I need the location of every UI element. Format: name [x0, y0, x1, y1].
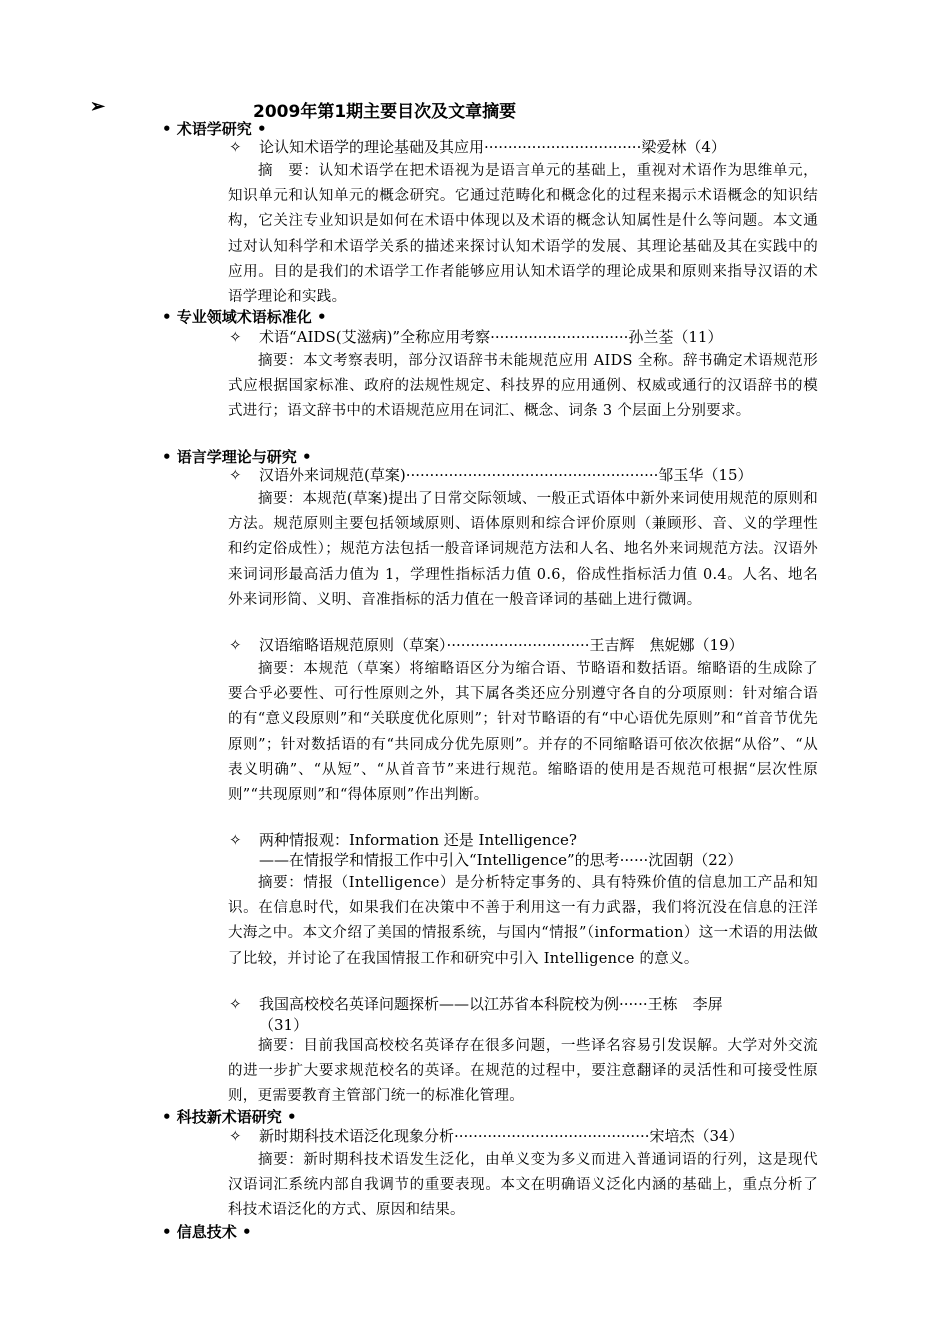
article-abstract: 摘要：新时期科技术语发生泛化，由单义变为多义而进入普通词语的行列，这是现代汉语词汇系统内部自我调节的重要表现。本文在明确语义泛化内涵的基础上，重点分析了科技术语泛化的方式、原因和结果。 [228, 1152, 818, 1219]
entry-text: 我国高校校名英译问题探析——以江苏省本科院校为例······王栋 李屏 [259, 995, 723, 1013]
article-abstract: 摘要：本规范(草案)提出了日常交际领域、一般正式语体中新外来词使用规范的原则和方法。规范原则主要包括领域原则、语体原则和综合评价原则（兼顾形、音、义的学理性和约定俗成性）；规范方法包括一般音译词规范方法和人名、地名外来词规范方法。汉语外来词词形最高活力值为 1，学理性指标活力值 0.6，俗成性指标活力值 0.4。人名、地名外来词形简、义明、音准指标的活力值在一般音译词的基础上进行微调。 [228, 491, 818, 608]
toc-entry [229, 326, 722, 347]
entry-text: 论认知术语学的理论基础及其应用·································梁爱林（4） [259, 138, 726, 156]
toc-entry [229, 634, 744, 655]
diamond-bullet-icon: ✧ [229, 831, 242, 849]
section-heading: • 术语学研究 • [162, 120, 267, 138]
diamond-bullet-icon: ✧ [229, 995, 242, 1013]
entry-page-number: （31） [259, 1016, 309, 1034]
entry-text: 汉语外来词规范(草案)·····················································邹玉华（15） [259, 466, 753, 484]
toc-entry [229, 829, 577, 850]
toc-entry [229, 1125, 744, 1146]
entry-text: 汉语缩略语规范原则（草案）······························王吉辉 焦妮娜（19） [259, 636, 744, 654]
toc-entry [229, 464, 753, 485]
entry-text: 新时期科技术语泛化现象分析·········································宋培杰（34） [259, 1127, 744, 1145]
page-title: 2009年第1期主要目次及文章摘要 [253, 102, 517, 122]
toc-entry [229, 136, 726, 157]
entry-text: 术语“AIDS(艾滋病)”全称应用考察·····························孙兰荃（11） [259, 328, 723, 346]
section-heading: • 信息技术 • [162, 1223, 252, 1241]
article-abstract: 摘要：本规范（草案）将缩略语区分为缩合语、节略语和数括语。缩略语的生成除了要合乎必要性、可行性原则之外，其下属各类还应分别遵守各自的分项原则：针对缩合语的有“意义段原则”和“关联度优化原则”；针对节略语的有“中心语优先原则”和“首音节优先原则”；针对数括语的有“共同成分优先原则”。并存的不同缩略语可依次依据“从俗”、“从表义明确”、“从短”、“从首音节”来进行规范。缩略语的使用是否规范可根据“层次性原则”“共现原则”和“得体原则”作出判断。 [228, 661, 818, 804]
section-heading: • 语言学理论与研究 • [162, 448, 312, 466]
article-abstract: 摘要：目前我国高校校名英译存在很多问题，一些译名容易引发误解。大学对外交流的进一步扩大要求规范校名的英译。在规范的过程中，要注意翻译的灵活性和可接受性原则，更需要教育主管部门统一的标准化管理。 [228, 1038, 818, 1105]
section-heading: • 专业领域术语标准化 • [162, 308, 327, 326]
arrow-bullet-icon: ➢ [90, 96, 106, 117]
article-abstract: 摘 要：认知术语学在把术语视为是语言单元的基础上，重视对术语作为思维单元，知识单元和认知单元的概念研究。它通过范畴化和概念化的过程来揭示术语概念的知识结构，它关注专业知识是如何在术语中体现以及术语的概念认知属性是什么等问题。本文通过对认知科学和术语学关系的描述来探讨认知术语学的发展、其理论基础及其在实践中的应用。目的是我们的术语学工作者能够应用认知术语学的理论成果和原则来指导汉语的术语学理论和实践。 [228, 163, 818, 306]
diamond-bullet-icon: ✧ [229, 328, 242, 346]
article-abstract: 摘要：本文考察表明，部分汉语辞书未能规范应用 AIDS 全称。辞书确定术语规范形式应根据国家标准、政府的法规性规定、科技界的应用通例、权威或通行的汉语辞书的模式进行；语文辞书中的术语规范应用在词汇、概念、词条 3 个层面上分别要求。 [228, 353, 818, 420]
diamond-bullet-icon: ✧ [229, 138, 242, 156]
diamond-bullet-icon: ✧ [229, 636, 242, 654]
entry-subtitle: ——在情报学和情报工作中引入“Intelligence”的思考······沈固朝（22） [259, 851, 743, 869]
toc-entry [229, 993, 723, 1014]
section-heading: • 科技新术语研究 • [162, 1108, 297, 1126]
article-abstract: 摘要：情报（Intelligence）是分析特定事务的、具有特殊价值的信息加工产品和知识。在信息时代，如果我们在决策中不善于利用这一有力武器，我们将沉没在信息的汪洋大海之中。本文介绍了美国的情报系统，与国内“情报”（information）这一术语的用法做了比较，并讨论了在我国情报工作和研究中引入 Intelligence 的意义。 [228, 875, 818, 967]
diamond-bullet-icon: ✧ [229, 1127, 242, 1145]
entry-text: 两种情报观：Information 还是 Intelligence? [259, 831, 577, 849]
diamond-bullet-icon: ✧ [229, 466, 242, 484]
